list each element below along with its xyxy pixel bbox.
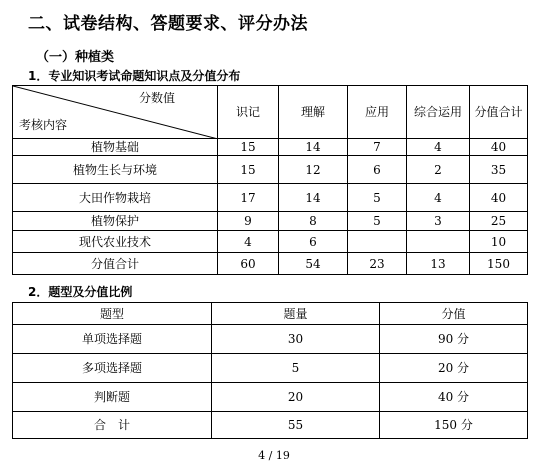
table-row: [13, 139, 528, 156]
corner-label-content: 考核内容: [19, 118, 68, 132]
column-header: 题量: [212, 303, 380, 325]
table-row: [13, 231, 528, 253]
table-row: [13, 325, 528, 354]
table-cell: 多项选择题: [13, 354, 212, 383]
row-label: 现代农业技术: [13, 231, 218, 253]
row-label: 分值合计: [13, 253, 218, 275]
subsection-title: （一）种植类: [36, 50, 115, 65]
table-total-row: [13, 412, 528, 439]
table-cell: 55: [212, 412, 380, 439]
knowledge-score-table: [12, 85, 528, 275]
table-cell: 23: [348, 253, 407, 275]
column-header: 综合运用: [407, 86, 470, 139]
table-cell: 5: [212, 354, 380, 383]
table-cell: 54: [279, 253, 348, 275]
table-cell: 判断题: [13, 383, 212, 412]
table-cell: 15: [218, 156, 279, 184]
table-cell: [407, 231, 470, 253]
table-cell: 13: [407, 253, 470, 275]
row-label: 大田作物栽培: [13, 184, 218, 212]
table-cell: 8: [279, 212, 348, 231]
column-header: 分值合计: [470, 86, 528, 139]
column-header: 分值: [380, 303, 528, 325]
table-cell: 5: [348, 212, 407, 231]
question-type-table: [12, 302, 528, 439]
table-cell: 10: [470, 231, 528, 253]
table-row: [13, 184, 528, 212]
corner-label-score: 分数值: [138, 91, 175, 105]
row-label: 植物基础: [13, 139, 218, 156]
table-cell: 15: [218, 139, 279, 156]
row-label: 植物保护: [13, 212, 218, 231]
table-cell: 20: [212, 383, 380, 412]
table-cell: 6: [348, 156, 407, 184]
table-cell: 单项选择题: [13, 325, 212, 354]
table-cell: 6: [279, 231, 348, 253]
table-cell: 7: [348, 139, 407, 156]
table-cell: 150 分: [380, 412, 528, 439]
column-header: 理解: [279, 86, 348, 139]
table-cell: 3: [407, 212, 470, 231]
table-cell: 17: [218, 184, 279, 212]
row-label: 植物生长与环境: [13, 156, 218, 184]
table-cell: 40: [470, 139, 528, 156]
table-row: [13, 383, 528, 412]
diagonal-header-cell: [13, 86, 218, 139]
column-header: 题型: [13, 303, 212, 325]
table-header-row: [13, 303, 528, 325]
table-cell: 14: [279, 184, 348, 212]
table1-heading: 1．专业知识考试命题知识点及分值分布: [28, 69, 241, 83]
table-cell: 5: [348, 184, 407, 212]
table-row: [13, 156, 528, 184]
table-cell: 14: [279, 139, 348, 156]
table-row: [13, 212, 528, 231]
table-cell: 25: [470, 212, 528, 231]
table-cell: 合 计: [13, 412, 212, 439]
table-cell: 40 分: [380, 383, 528, 412]
page-number: 4 / 19: [258, 449, 290, 462]
table-cell: 150: [470, 253, 528, 275]
column-header: 识记: [218, 86, 279, 139]
column-header: 应用: [348, 86, 407, 139]
table-row: [13, 354, 528, 383]
table-total-row: [13, 253, 528, 275]
table-cell: 30: [212, 325, 380, 354]
table-cell: 4: [407, 139, 470, 156]
table-cell: 4: [218, 231, 279, 253]
table-cell: 35: [470, 156, 528, 184]
table-cell: 40: [470, 184, 528, 212]
table-header-row: [13, 86, 528, 139]
section-title: 二、试卷结构、答题要求、评分办法: [28, 14, 308, 34]
table-cell: 90 分: [380, 325, 528, 354]
table2-heading: 2．题型及分值比例: [28, 285, 133, 299]
table-cell: 2: [407, 156, 470, 184]
table-cell: 4: [407, 184, 470, 212]
table-cell: 20 分: [380, 354, 528, 383]
table-cell: 60: [218, 253, 279, 275]
table-cell: [348, 231, 407, 253]
table-cell: 9: [218, 212, 279, 231]
table-cell: 12: [279, 156, 348, 184]
